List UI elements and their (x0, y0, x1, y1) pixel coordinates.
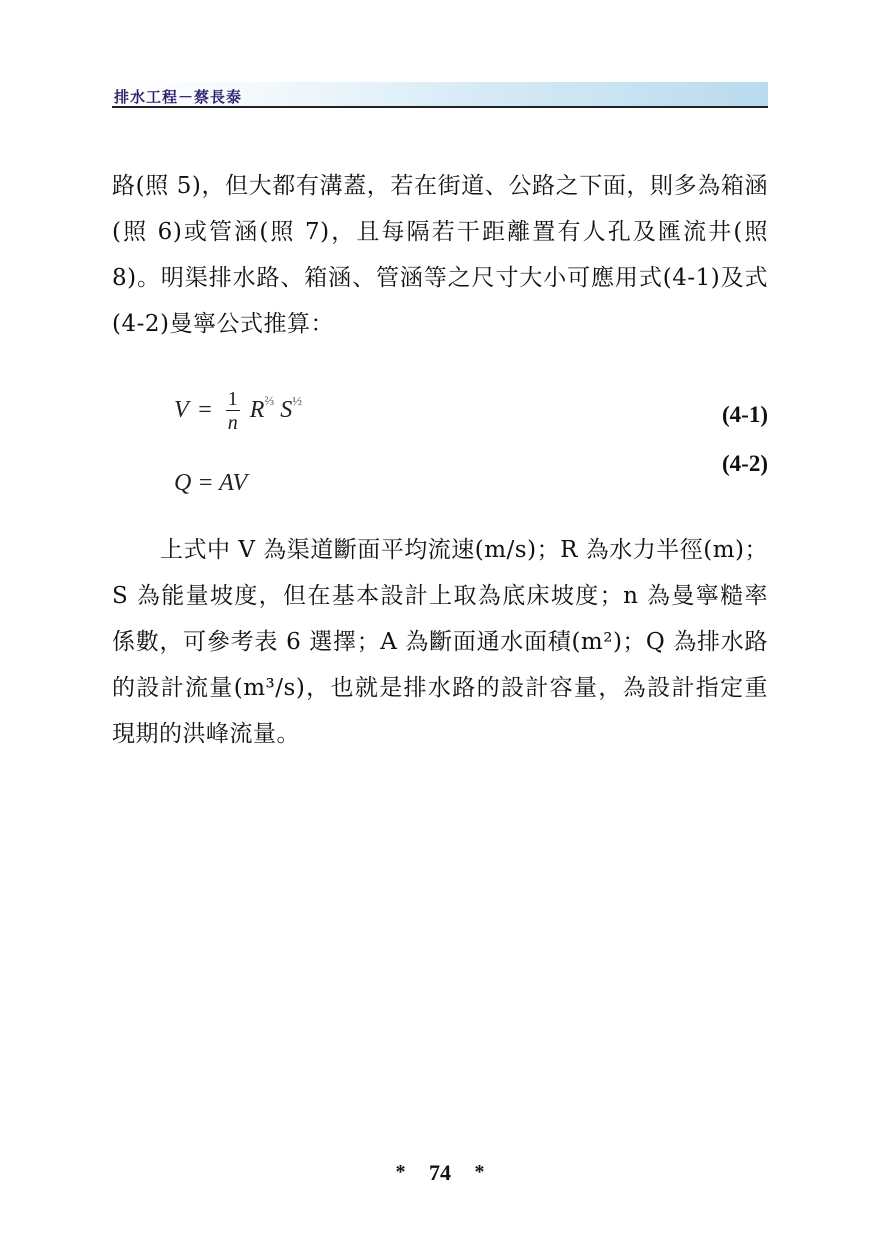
equation-equals: = (198, 397, 212, 424)
running-header-title: 排水工程－蔡長泰 (114, 88, 243, 106)
equation-s: S (280, 397, 293, 424)
page-footer (0, 1160, 880, 1186)
body-paragraph-1: 路(照 5)，但大都有溝蓋，若在街道、公路之下面，則多為箱涵(照 6)或管涵(照 7)，且每隔若干距離置有人孔及匯流井(照 8)。明渠排水路、箱涵、管涵等之尺寸大小可應用式(4-1)及式(4-2)曼寧公式推算： (112, 173, 768, 337)
equation-number-1: (4-1) (722, 402, 768, 427)
equation-fraction (226, 388, 240, 435)
equation-lhs: V (174, 397, 189, 424)
equation-manning (174, 388, 302, 448)
page-number: 74 (429, 1160, 451, 1185)
footer-star-left: * (395, 1161, 406, 1183)
footer-star-right: * (474, 1161, 485, 1183)
equation-r: R (249, 397, 265, 424)
fraction-numerator: 1 (227, 388, 238, 410)
fraction-denominator: n (227, 412, 238, 434)
body-paragraph-2: 上式中 V 為渠道斷面平均流速(m/s)；R 為水力半徑(m)；S 為能量坡度，但在基本設計上取為底床坡度；n 為曼寧糙率係數，可參考表 6 選擇；A 為斷面通水面積(m²)；Q 為排水路的設計流量(m³/s)，也就是排水路的設計容量，為設計指定重現期的洪峰流量。 (112, 537, 768, 747)
equation-number-2: (4-2) (722, 451, 768, 476)
equation-r-exponent: ⅔ (264, 393, 275, 409)
running-header (112, 82, 768, 108)
equation-flow: Q = AV (174, 470, 248, 496)
equation-s-exponent: ½ (292, 393, 302, 409)
